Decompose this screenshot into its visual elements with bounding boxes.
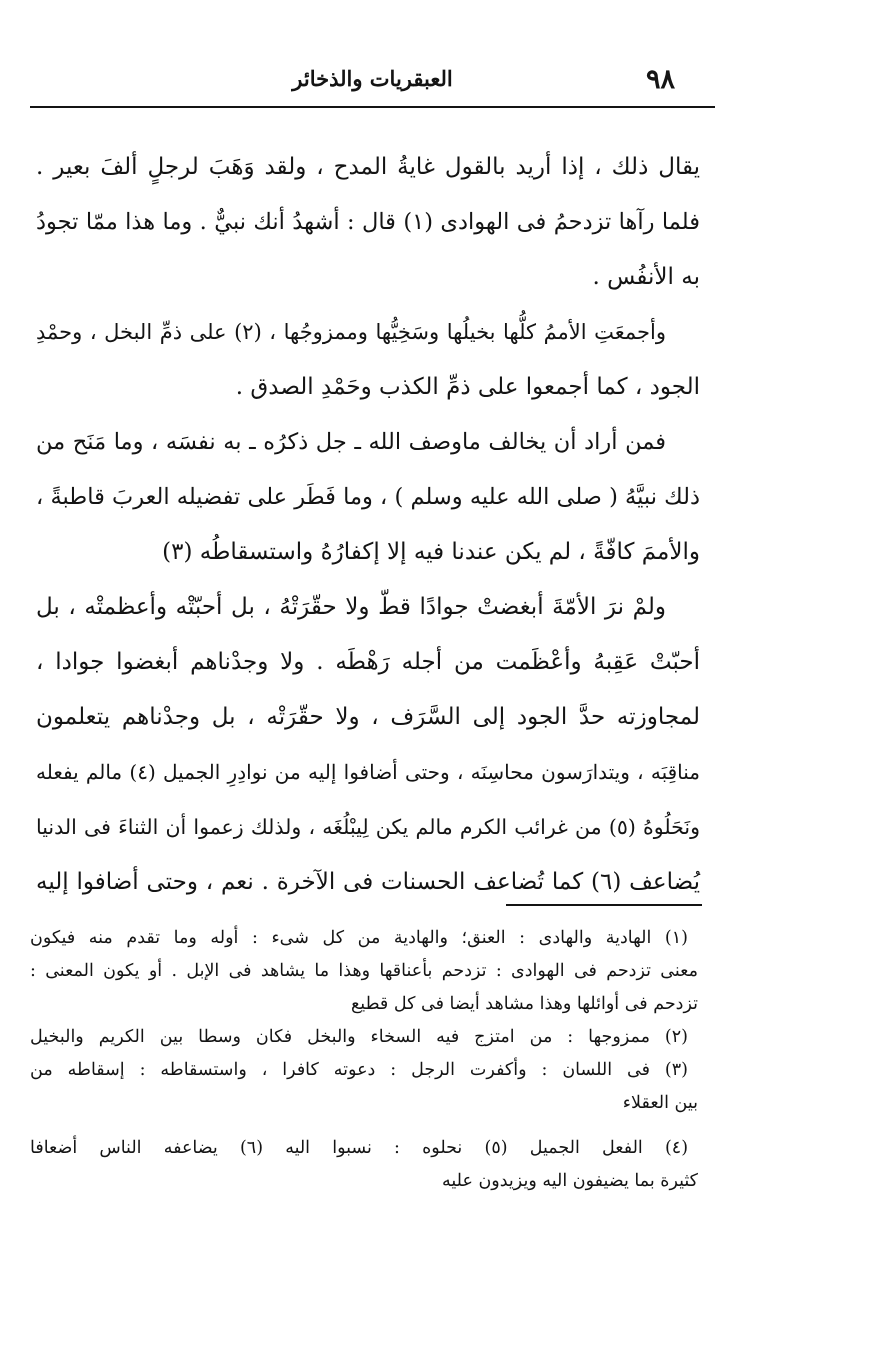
page-number: ٩٨: [645, 64, 675, 95]
footnote-line: كثيرة بما يضيفون اليه ويزيدون عليه: [441, 1171, 698, 1191]
footnotes: [30, 922, 698, 1198]
text-line: فلما رآها تزدحمُ فى الهوادى (١) قال : أشهدُ أنك نبيٌّ . وما هذا ممّا تجودُ: [36, 209, 700, 235]
footnote-line: (٤) الفعل الجميل (٥) نحلوه : نسبوا اليه (٦) يضاعفه الناس أضعافا: [30, 1138, 689, 1158]
text-line: يقال ذلك ، إذا أريد بالقول غايةُ المدح ، ولقد وَهَبَ لرجلٍ ألفَ بعير .: [36, 154, 700, 180]
text-line: فمن أراد أن يخالف ماوصف الله ـ جل ذكرُه ـ به نفسَه ، وما مَنَح من: [36, 429, 666, 455]
text-line: ولمْ نرَ الأمّةَ أبغضتْ جوادًا قطّ ولا حقّرَتْهُ ، بل أحبّتْه وأعظمتْه ، بل: [36, 594, 666, 620]
text-line: والأممَ كافّةً ، لم يكن عندنا فيه إلا إكفارُهُ واستسقاطُه (٣): [162, 539, 700, 565]
text-line: مناقِبَه ، ويتدارَسون محاسِنَه ، وحتى أضافوا إليه من نوادِرِ الجميل (٤) مالم يفعله: [36, 760, 700, 784]
text-line: ونَحَلُوهُ (٥) من غرائب الكرم مالم يكن لِيبْلُغَه ، ولذلك زعموا أن الثناءَ فى الدنيا: [36, 815, 700, 839]
footnote-line: تزدحم فى أوائلها وهذا مشاهد أيضا فى كل قطيع: [350, 994, 698, 1014]
main-text: [36, 140, 700, 910]
text-line: ذلك نبيَّهُ ( صلى الله عليه وسلم ) ، وما فَطَر على تفضيله العربَ قاطبةً ،: [36, 484, 700, 510]
footnote-line: (١) الهادية والهادى : العنق؛ والهادية من كل شىء : أوله وما تقدم منه فيكون: [30, 928, 688, 948]
footnote-line: (٣) فى اللسان : وأكفرت الرجل : دعوته كافرا ، واستسقاطه : إسقاطه من: [30, 1060, 688, 1080]
footnote-line: (٢) ممزوجها : من امتزج فيه السخاء والبخل فكان وسطا بين الكريم والبخيل: [30, 1027, 688, 1047]
text-line: أحبّتْ عَقِبهُ وأعْظَمت من أجله رَهْطَه . ولا وجدْناهم أبغضوا جوادا ،: [36, 649, 700, 675]
text-line: لمجاوزته حدَّ الجود إلى السَّرَف ، ولا حقّرَتْه ، بل وجدْناهم يتعلمون: [36, 704, 700, 730]
footnote-line: معنى تزدحم فى الهوادى : تزدحم بأعناقها وهذا ما يشاهد فى الإبل . أو يكون المعنى :: [30, 961, 698, 981]
footnote-line: بين العقلاء: [622, 1093, 698, 1113]
text-line: الجود ، كما أجمعوا على ذمِّ الكذب وحَمْدِ الصدق .: [235, 374, 700, 400]
footnote-divider: [506, 904, 702, 906]
text-line: به الأنفُس .: [592, 264, 700, 290]
running-title: العبقريات والذخائر: [292, 66, 453, 91]
text-line: وأجمعَتِ الأممُ كلُّها بخيلُها وسَخِيُّها وممزوجُها ، (٢) على ذمِّ البخل ، وحمْدِ: [36, 320, 666, 344]
page-header: [30, 62, 715, 108]
text-line: يُضاعف (٦) كما تُضاعف الحسنات فى الآخرة . نعم ، وحتى أضافوا إليه: [36, 869, 701, 895]
